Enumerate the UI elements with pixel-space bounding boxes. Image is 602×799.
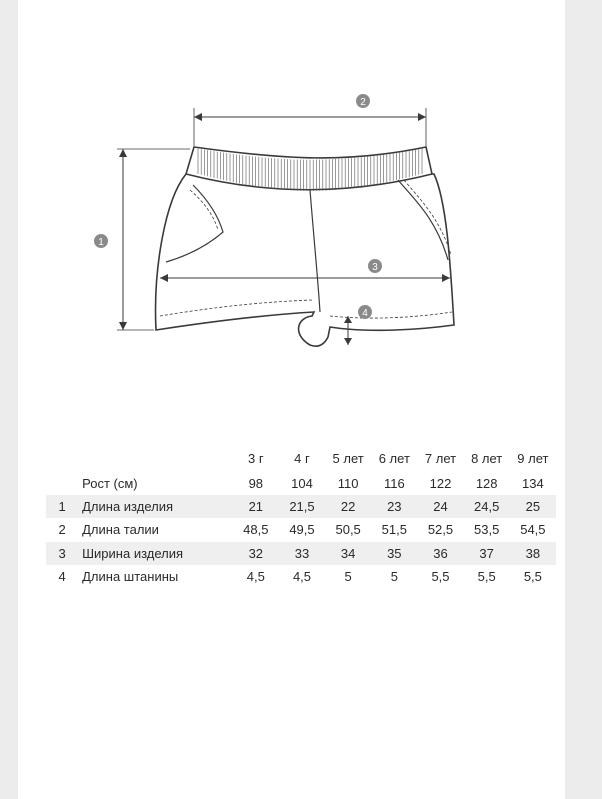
table-row (46, 565, 556, 588)
svg-text:4: 4 (362, 308, 368, 319)
size-header: 4 г (294, 450, 310, 466)
table-cell: 50,5 (335, 522, 361, 538)
table-cell: 128 (475, 476, 498, 492)
table-cell: 49,5 (289, 522, 315, 538)
table-cell: 98 (248, 476, 264, 492)
row-label: Ширина изделия (78, 542, 233, 565)
row-number (46, 472, 78, 495)
row-number: 3 (46, 542, 78, 565)
marker-1 (94, 234, 108, 248)
table-cell: 4,5 (292, 568, 312, 584)
table-cell: 110 (337, 476, 359, 492)
size-header: 3 г (248, 450, 264, 466)
table-row (46, 542, 556, 565)
table-cell: 23 (371, 495, 417, 518)
row-number: 2 (58, 522, 66, 538)
table-cell: 34 (325, 542, 371, 565)
size-header: 5 лет (332, 450, 364, 466)
table-cell: 134 (522, 476, 544, 492)
table-cell: 32 (233, 542, 279, 565)
svg-text:2: 2 (360, 97, 366, 108)
table-row (46, 495, 556, 518)
shorts-body (156, 174, 454, 346)
table-cell: 21 (233, 495, 279, 518)
table-cell: 51,5 (381, 522, 407, 538)
row-label: Длина талии (82, 522, 159, 538)
table-cell: 38 (510, 542, 556, 565)
table-cell: 5 (390, 568, 398, 584)
size-header-row (46, 444, 556, 472)
row-number: 1 (46, 495, 78, 518)
table-row (46, 472, 556, 495)
table-cell: 116 (383, 476, 405, 492)
row-label: Рост (см) (82, 476, 138, 492)
table-cell: 24 (417, 495, 463, 518)
table-cell: 24,5 (464, 495, 510, 518)
table-cell: 5,5 (523, 568, 542, 584)
size-header: 8 лет (471, 450, 503, 466)
table-cell: 122 (429, 476, 452, 492)
table-cell: 21,5 (279, 495, 325, 518)
table-cell: 54,5 (520, 522, 546, 538)
table-cell: 25 (510, 495, 556, 518)
table-cell: 5 (344, 568, 352, 584)
table-row (46, 518, 556, 541)
table-cell: 36 (417, 542, 463, 565)
table-cell: 48,5 (243, 522, 269, 538)
table-cell: 4,5 (246, 568, 265, 584)
size-table (46, 444, 556, 588)
marker-4 (358, 305, 372, 319)
size-header: 7 лет (424, 450, 457, 466)
table-cell: 35 (371, 542, 417, 565)
table-cell: 53,5 (474, 522, 500, 538)
size-header: 9 лет (517, 450, 549, 466)
table-cell: 22 (325, 495, 371, 518)
row-number: 4 (58, 568, 66, 584)
svg-text:3: 3 (372, 262, 378, 273)
size-header: 6 лет (378, 450, 410, 466)
table-cell: 33 (279, 542, 325, 565)
dimension-waist (194, 108, 426, 146)
shorts-diagram (18, 0, 565, 440)
marker-2 (356, 94, 370, 108)
svg-text:1: 1 (98, 237, 104, 248)
page-sheet (18, 0, 565, 799)
table-cell: 37 (464, 542, 510, 565)
row-label: Длина изделия (78, 495, 233, 518)
table-cell: 104 (291, 476, 313, 492)
table-cell: 5,5 (431, 568, 450, 584)
table-cell: 52,5 (427, 522, 454, 538)
marker-3 (368, 259, 382, 273)
row-label: Длина штанины (82, 568, 179, 584)
table-cell: 5,5 (477, 568, 496, 584)
